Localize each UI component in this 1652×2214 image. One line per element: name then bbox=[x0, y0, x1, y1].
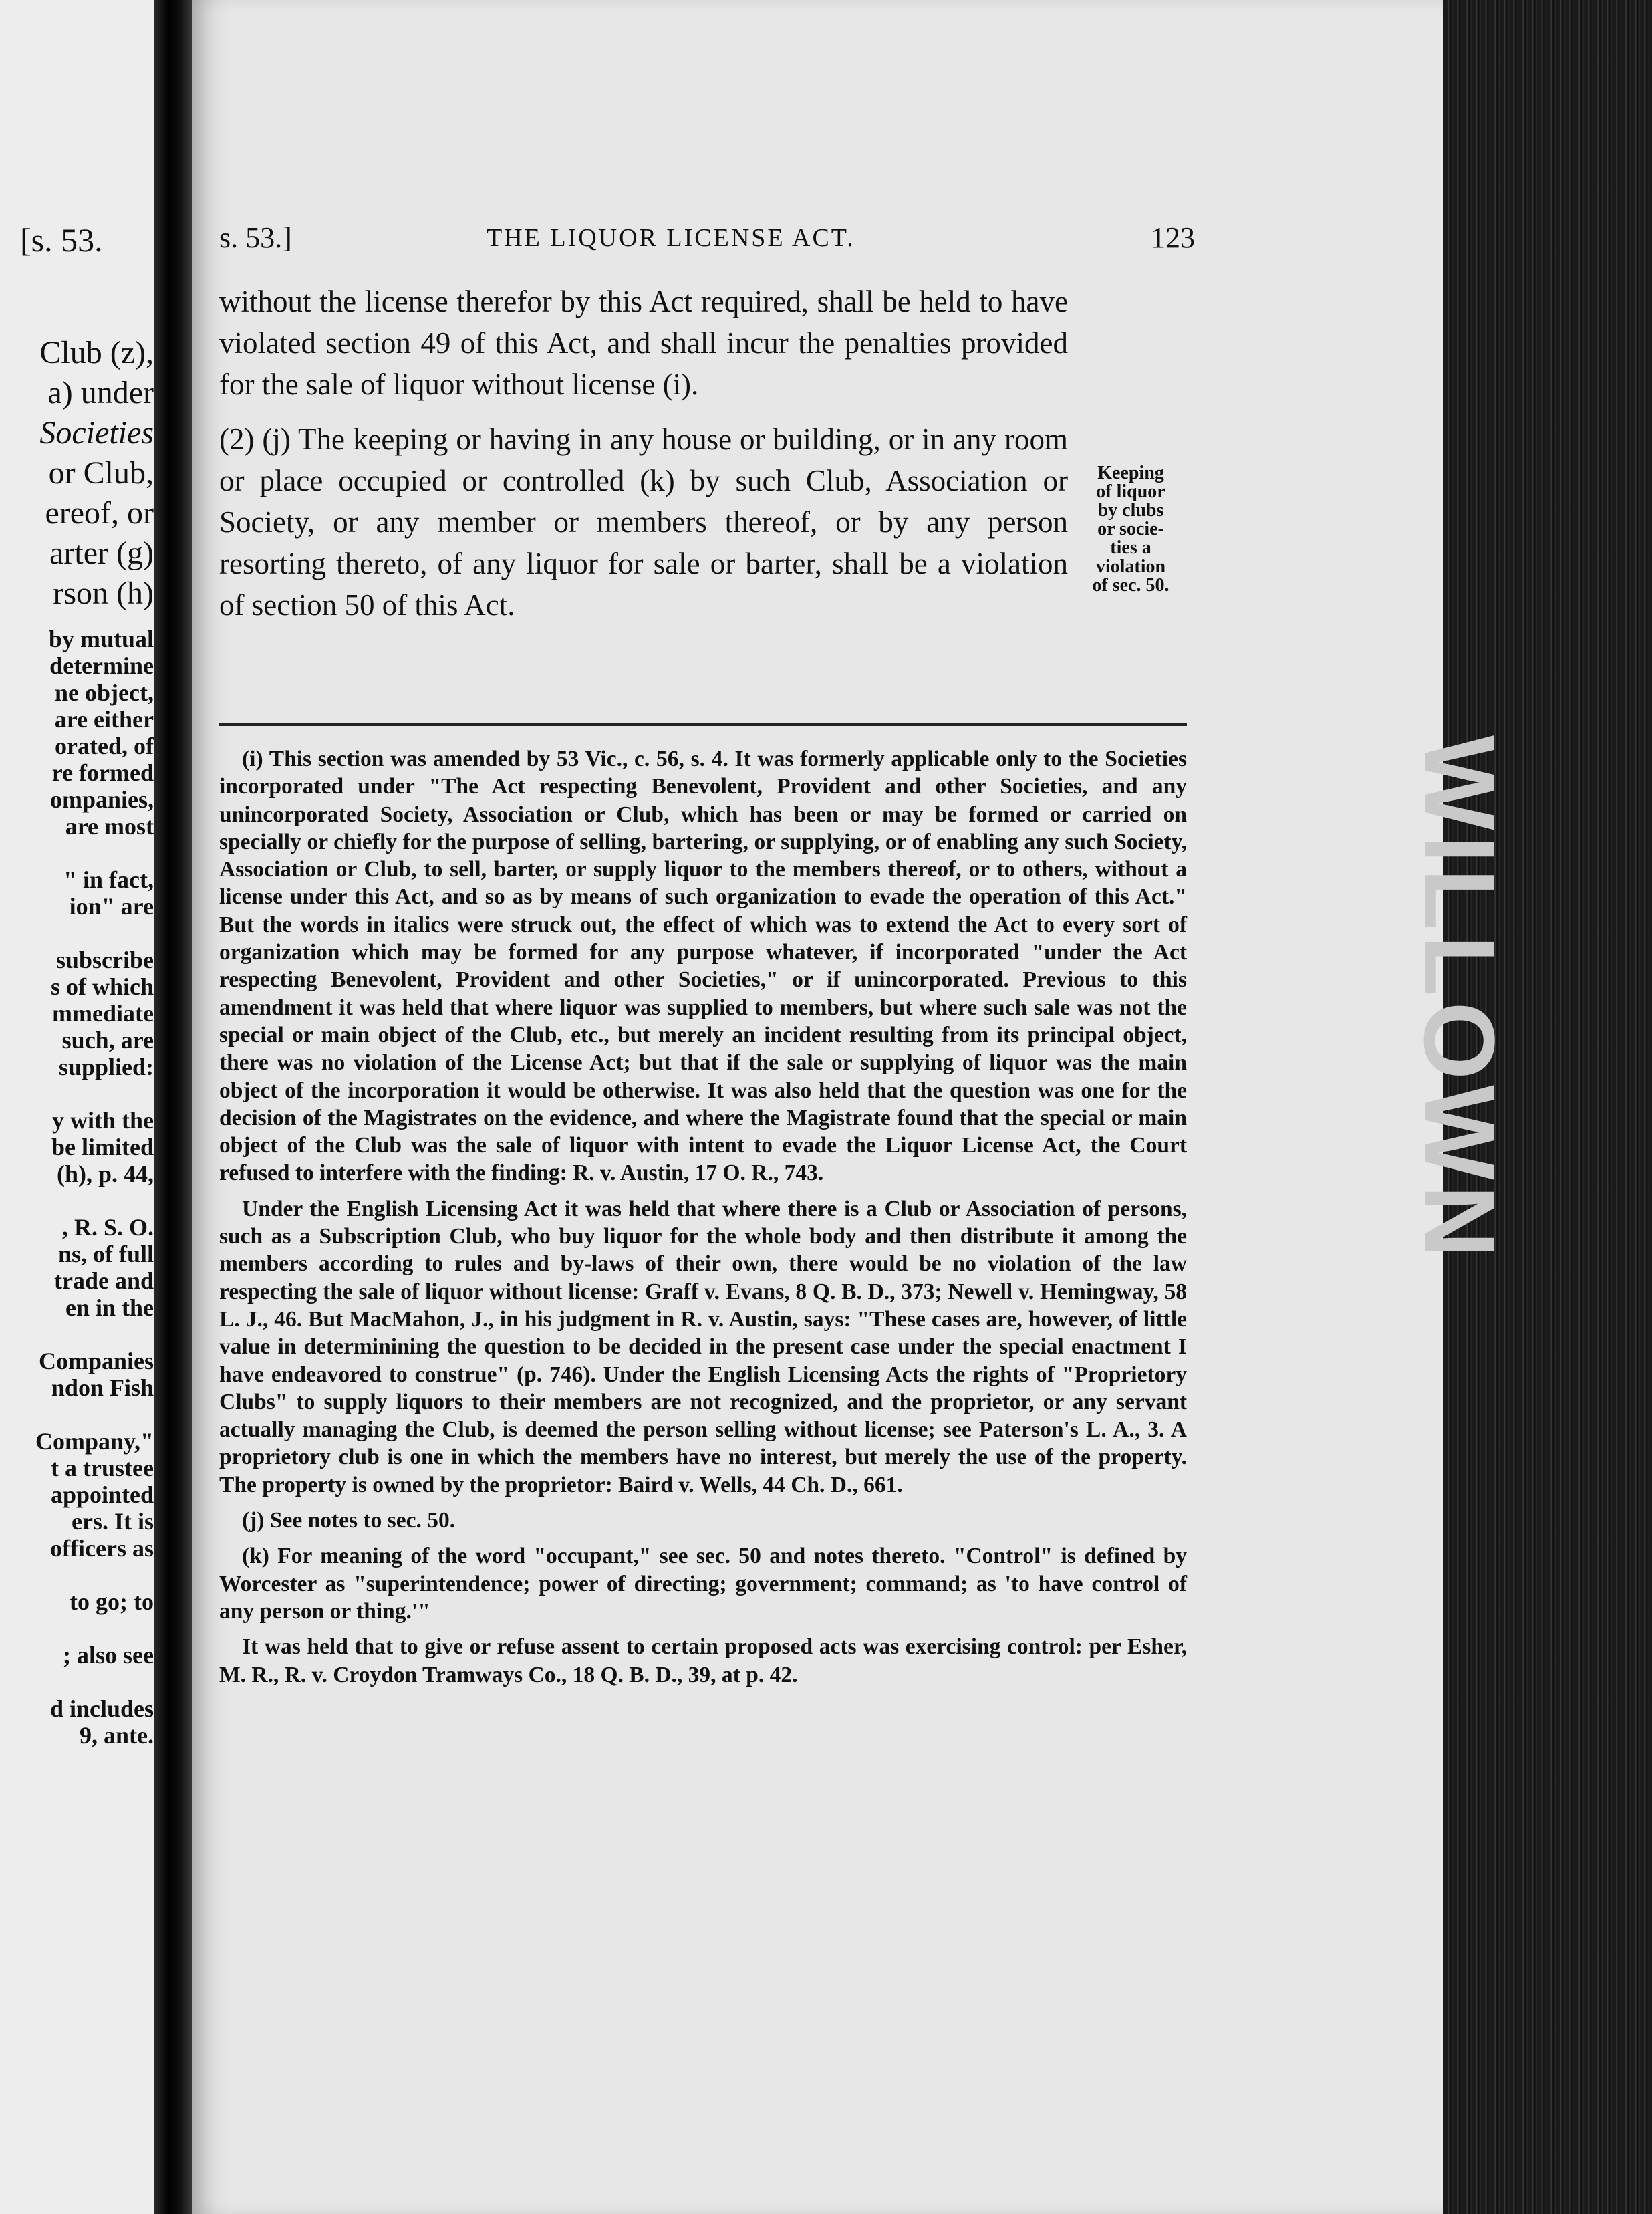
footnote-i: (i) This section was amended by 53 Vic., c. 56, s. 4. It was formerly applicable only to the Societies incorporated under "The Act respecting Benevolent, Provident and other Societies, and any unincorporated Society, Association or Club, which has been or may be formed or carried on specially or chiefly for the purpose of selling, bartering, or supplying, or of enabling any such Society, Association or Club, to sell, barter, or supply liquor to the members thereof, or to others, without a license under this Act, and so as by means of such organization to evade the operation of this Act." But the words in italics were struck out, the effect of which was to extend the Act to every sort of organization which may be formed for any purpose whatever, if incorporated "under the Act respecting Benevolent, Provident and other Societies," or if unincorporated. Previous to this amendment it was held that where liquor was supplied to members, but where such sale was not the special or main object of the Club, etc., but merely an incident resulting from its principal object, there was no violation of the License Act; but that if the sale or supplying of liquor was the main object of the incorporation it would be otherwise. It was also held that the question was one for the decision of the Magistrates on the evidence, and where the Magistrate found that the special or main object of the Club was the sale of liquor with intent to evade the Liquor License Act, the Court refused to interfere with the finding: R. v. Austin, 17 O. R., 743. bbox=[219, 747, 1187, 1186]
previous-page-line: ompanies, bbox=[49, 786, 154, 813]
previous-page-line: t a trustee bbox=[51, 1455, 154, 1481]
previous-page-line: 9, ante. bbox=[80, 1722, 154, 1749]
margin-note-line: of liquor bbox=[1096, 481, 1165, 502]
previous-page-line: en in the bbox=[65, 1294, 154, 1321]
margin-note-line: or socie- bbox=[1097, 519, 1164, 539]
previous-page-line: arter (g) bbox=[49, 535, 154, 571]
footnote-j: (j) See notes to sec. 50. bbox=[242, 1508, 456, 1533]
previous-page-line: ers. It is bbox=[72, 1508, 154, 1535]
footnotes bbox=[219, 745, 1187, 1697]
margin-note-line: of sec. 50. bbox=[1092, 575, 1169, 596]
previous-page-line: rson (h) bbox=[53, 576, 154, 611]
statute-text bbox=[219, 281, 1068, 639]
previous-page-line: d includes bbox=[49, 1695, 154, 1722]
previous-page-line: such, are bbox=[61, 1027, 154, 1054]
previous-page-line: be limited bbox=[51, 1134, 154, 1160]
library-stamp: WILLOWN bbox=[1403, 735, 1516, 1263]
previous-page-line: s of which bbox=[50, 973, 154, 1000]
running-head bbox=[219, 221, 1195, 261]
previous-page-line: ne object, bbox=[55, 679, 154, 706]
previous-page-line: y with the bbox=[52, 1107, 154, 1134]
previous-page-line: supplied: bbox=[58, 1054, 154, 1080]
previous-page-line: or Club, bbox=[48, 455, 154, 491]
previous-page-line: ns, of full bbox=[57, 1241, 154, 1267]
statute-paragraph-1: without the license therefor by this Act required, shall be held to have violated section 49 of this Act, and shall incur the penalties provided for the sale of liquor without license (i). bbox=[219, 285, 1068, 401]
previous-page-line: a) under bbox=[47, 375, 154, 410]
previous-page-line: ; also see bbox=[63, 1642, 154, 1669]
page-number: 123 bbox=[1151, 221, 1195, 254]
previous-page-line: Company," bbox=[35, 1428, 154, 1455]
previous-page-line: Club (z), bbox=[39, 335, 154, 370]
previous-page-header: [s. 53. bbox=[20, 221, 103, 259]
margin-note bbox=[1077, 464, 1184, 595]
previous-page-line: trade and bbox=[53, 1267, 154, 1294]
previous-page-line: (h), p. 44, bbox=[56, 1160, 154, 1187]
previous-page-line: ion" are bbox=[69, 893, 154, 920]
previous-page-line: to go; to bbox=[70, 1588, 154, 1615]
previous-page-line: are either bbox=[54, 706, 154, 733]
previous-page-line: Societies bbox=[39, 415, 154, 451]
previous-page-line: , R. S. O. bbox=[61, 1214, 154, 1241]
previous-page-line: ereof, or bbox=[45, 495, 154, 531]
footnote-english-act: Under the English Licensing Act it was held that where there is a Club or Association of persons, such as a Subscription Club, who buy liquor for the whole body and then distribute it among the members according to rules and by-laws of their own, there would be no violation of the law respecting the sale of liquor without license: Graff v. Evans, 8 Q. B. D., 373; Newell v. Hemingway, 58 L. J., 46. But MacMahon, J., in his judgment in R. v. Austin, says: "These cases are, however, of little value in determinining the question to be decided in the present case under the special enactment I have endeavored to construe" (p. 746). Under the English Licensing Acts the rights of "Proprietory Clubs" to supply liquors to their members are not recognized, and the proprietor, or any servant actually managing the Club, is deemed the person selling without license; see Paterson's L. A., 3. A proprietory club is one in which the members have no interest, but merely the use of the property. The property is owned by the proprietor: Baird v. Wells, 44 Ch. D., 661. bbox=[219, 1196, 1187, 1497]
previous-page-line: mmediate bbox=[52, 1000, 154, 1027]
page-title: THE LIQUOR LICENSE ACT. bbox=[487, 224, 855, 252]
previous-page-line: ndon Fish bbox=[51, 1374, 154, 1401]
previous-page-strip bbox=[0, 0, 154, 2214]
statute-paragraph-2: (2) (j) The keeping or having in any house or building, or in any room or place occupied or controlled (k) by such Club, Association or Society, or any member or members thereof, or by any person resorting thereto, of any liquor for sale or barter, shall be a violation of section 50 of this Act. bbox=[219, 422, 1068, 622]
previous-page-line: appointed bbox=[50, 1481, 154, 1508]
margin-note-line: by clubs bbox=[1097, 500, 1164, 521]
section-reference: s. 53.] bbox=[219, 221, 292, 254]
previous-page-line: are most bbox=[65, 813, 154, 840]
footnote-k: (k) For meaning of the word "occupant," see sec. 50 and notes thereto. "Control" is defined by Worcester as "superintendence; power of directing; government; command; as 'to have control of any person or thing.'" bbox=[219, 1544, 1187, 1624]
footnote-control: It was held that to give or refuse assent to certain proposed acts was exercising control: per Esher, M. R., R. v. Croydon Tramways Co., 18 Q. B. D., 39, at p. 42. bbox=[219, 1634, 1187, 1687]
margin-note-line: ties a bbox=[1110, 537, 1151, 558]
previous-page-line: determine bbox=[49, 652, 154, 679]
footnote-divider bbox=[219, 723, 1187, 726]
previous-page-line: subscribe bbox=[55, 947, 154, 973]
previous-page-line: orated, of bbox=[55, 733, 154, 759]
previous-page-line: by mutual bbox=[48, 626, 154, 652]
previous-page-line: " in fact, bbox=[63, 866, 154, 893]
previous-page-line: Companies bbox=[38, 1348, 154, 1374]
previous-page-line: re formed bbox=[51, 759, 154, 786]
book-gutter bbox=[154, 0, 192, 2214]
margin-note-line: violation bbox=[1095, 556, 1166, 577]
margin-note-line: Keeping bbox=[1097, 463, 1164, 483]
previous-page-line: officers as bbox=[50, 1535, 154, 1562]
